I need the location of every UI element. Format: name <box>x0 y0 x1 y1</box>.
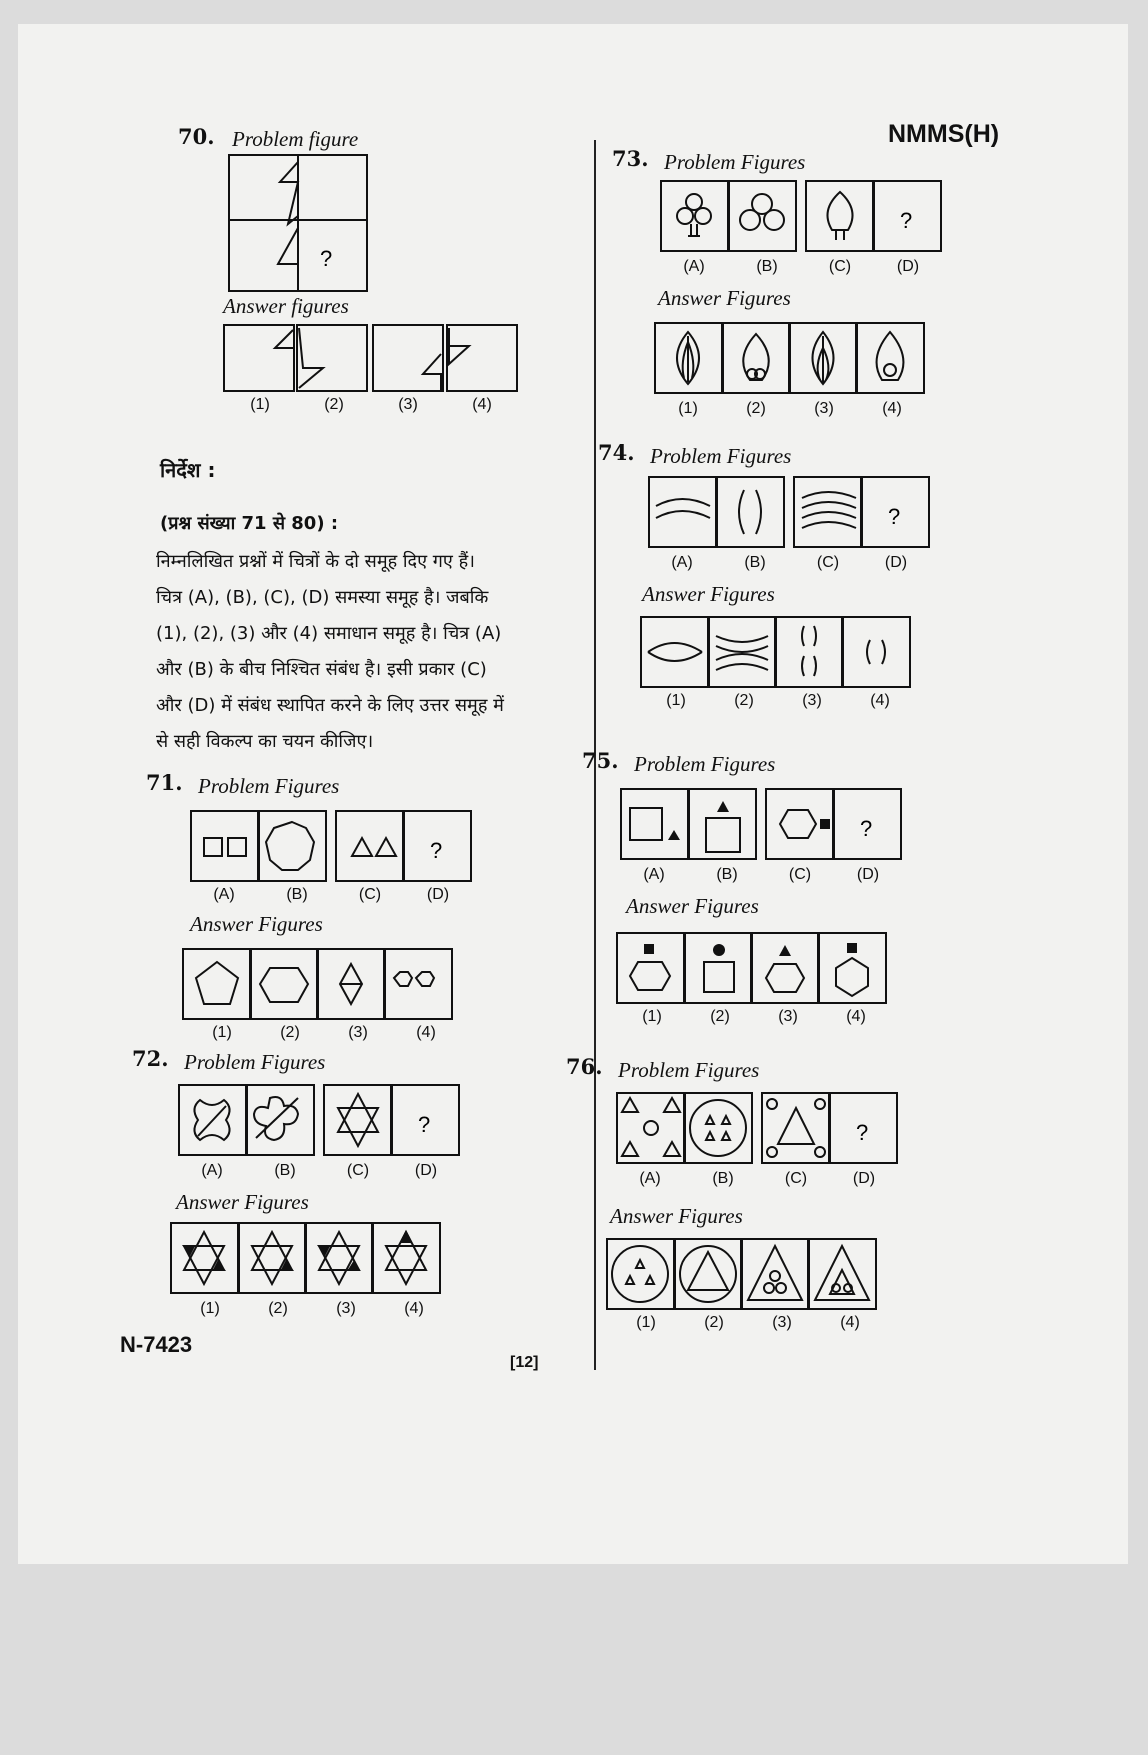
q74-question-mark: ? <box>888 504 901 529</box>
q74-option-3[interactable]: (3) <box>802 692 822 709</box>
q76-label-b: (B) <box>712 1170 734 1187</box>
q72-question-mark: ? <box>418 1112 431 1137</box>
q70-option-3[interactable]: (3) <box>398 396 418 413</box>
instruction-line: (1), (2), (3) और (4) समाधान समूह है। चित्र (A) <box>156 623 502 644</box>
q72-option-2[interactable]: (2) <box>268 1300 288 1317</box>
q71-option-3[interactable]: (3) <box>348 1024 368 1041</box>
q76-problem-labels <box>616 1170 898 1188</box>
q70-option-labels <box>223 396 519 414</box>
q75-label-b: (B) <box>716 866 738 883</box>
q71-label-d: (D) <box>426 886 450 903</box>
q73-answer-figures <box>654 322 926 396</box>
q74-option-1[interactable]: (1) <box>666 692 686 709</box>
q72-number: 72. <box>132 1046 169 1071</box>
q72-option-4[interactable]: (4) <box>404 1300 424 1317</box>
q70-option-1[interactable]: (1) <box>250 396 270 413</box>
q73-problem-label: Problem Figures <box>664 150 806 174</box>
q70-question-mark: ? <box>320 246 333 271</box>
q76-question-mark: ? <box>856 1120 869 1145</box>
exam-page <box>18 24 1128 1564</box>
instruction-line: और (B) के बीच निश्चित संबंध है। इसी प्रकार (C) <box>156 659 487 680</box>
q71-problem-label: Problem Figures <box>198 774 340 798</box>
instructions-range: (प्रश्न संख्या 71 से 80) : <box>160 513 339 534</box>
q70-problem-figure <box>228 154 368 292</box>
instructions-title: निर्देश : <box>160 458 216 482</box>
q73-option-4[interactable]: (4) <box>882 400 902 417</box>
q76-number: 76. <box>566 1054 603 1079</box>
q73-problem-labels <box>660 258 942 276</box>
q75-answer-labels <box>618 1008 890 1026</box>
q76-answer-figures <box>606 1238 878 1312</box>
q71-option-1[interactable]: (1) <box>212 1024 232 1041</box>
q76-label-a: (A) <box>639 1170 661 1187</box>
q74-problem-labels <box>648 554 930 572</box>
q76-answer-labels <box>612 1314 884 1332</box>
q74-label-a: (A) <box>671 554 693 571</box>
q75-label-a: (A) <box>643 866 665 883</box>
q71-problem-figures <box>190 810 475 884</box>
q73-question-mark: ? <box>900 208 913 233</box>
q73-number: 73. <box>612 146 649 171</box>
q70-answer-label: Answer figures <box>223 294 349 318</box>
q75-problem-figures <box>620 788 905 862</box>
instruction-line: और (D) में संबंध स्थापित करने के लिए उत्तर समूह में <box>156 695 504 716</box>
q70-answer-figures <box>223 324 523 392</box>
q75-option-3[interactable]: (3) <box>778 1008 798 1025</box>
q70-problem-label: Problem figure <box>232 127 359 151</box>
q71-option-4[interactable]: (4) <box>416 1024 436 1041</box>
q75-label-d: (D) <box>856 866 880 883</box>
q75-answer-figures <box>616 932 888 1006</box>
q74-problem-label: Problem Figures <box>650 444 792 468</box>
q74-answer-labels <box>642 692 914 710</box>
q73-label-a: (A) <box>683 258 705 275</box>
q73-label-d: (D) <box>896 258 920 275</box>
q74-option-2[interactable]: (2) <box>734 692 754 709</box>
q73-answer-label: Answer Figures <box>658 286 791 310</box>
q72-problem-figures <box>178 1084 463 1158</box>
q73-option-1[interactable]: (1) <box>678 400 698 417</box>
q76-label-c: (C) <box>784 1170 808 1187</box>
q73-answer-labels <box>654 400 926 418</box>
q75-number: 75. <box>582 748 619 773</box>
q71-option-2[interactable]: (2) <box>280 1024 300 1041</box>
q72-problem-labels <box>178 1162 460 1180</box>
q73-option-3[interactable]: (3) <box>814 400 834 417</box>
q74-label-d: (D) <box>884 554 908 571</box>
q74-answer-figures <box>640 616 912 690</box>
q72-label-d: (D) <box>414 1162 438 1179</box>
q76-option-2[interactable]: (2) <box>704 1314 724 1331</box>
q70-number: 70. <box>178 124 215 149</box>
q72-answer-labels <box>176 1300 448 1318</box>
q75-problem-labels <box>620 866 902 884</box>
q75-option-2[interactable]: (2) <box>710 1008 730 1025</box>
q71-question-mark: ? <box>430 838 443 863</box>
q71-problem-labels <box>190 886 472 904</box>
q74-label-b: (B) <box>744 554 766 571</box>
q71-answer-figures <box>182 948 454 1022</box>
q72-label-c: (C) <box>346 1162 370 1179</box>
q74-number: 74. <box>598 440 635 465</box>
q70-option-4[interactable]: (4) <box>472 396 492 413</box>
q73-option-2[interactable]: (2) <box>746 400 766 417</box>
q73-label-b: (B) <box>756 258 778 275</box>
q71-label-c: (C) <box>358 886 382 903</box>
instruction-line: चित्र (A), (B), (C), (D) समस्या समूह है। जबकि <box>156 587 489 608</box>
q73-problem-figures <box>660 180 945 254</box>
q72-answer-figures <box>170 1222 442 1296</box>
q75-option-4[interactable]: (4) <box>846 1008 866 1025</box>
q75-problem-label: Problem Figures <box>634 752 776 776</box>
q74-answer-label: Answer Figures <box>642 582 775 606</box>
q76-option-4[interactable]: (4) <box>840 1314 860 1331</box>
q73-label-c: (C) <box>828 258 852 275</box>
q71-number: 71. <box>146 770 183 795</box>
q70-option-2[interactable]: (2) <box>324 396 344 413</box>
q71-label-b: (B) <box>286 886 308 903</box>
q75-label-c: (C) <box>788 866 812 883</box>
q76-label-d: (D) <box>852 1170 876 1187</box>
q71-label-a: (A) <box>213 886 235 903</box>
q72-answer-label: Answer Figures <box>176 1190 309 1214</box>
q75-answer-label: Answer Figures <box>626 894 759 918</box>
q72-option-1[interactable]: (1) <box>200 1300 220 1317</box>
q72-label-a: (A) <box>201 1162 223 1179</box>
q72-problem-label: Problem Figures <box>184 1050 326 1074</box>
q76-answer-label: Answer Figures <box>610 1204 743 1228</box>
paper-code-footer: N-7423 <box>120 1332 193 1357</box>
exam-code-header: NMMS(H) <box>888 120 1000 148</box>
q71-answer-labels <box>188 1024 460 1042</box>
q74-problem-figures <box>648 476 933 550</box>
q72-label-b: (B) <box>274 1162 296 1179</box>
q75-question-mark: ? <box>860 816 873 841</box>
instructions-text <box>156 544 576 760</box>
instruction-line: से सही विकल्प का चयन कीजिए। <box>156 731 374 752</box>
q76-option-3[interactable]: (3) <box>772 1314 792 1331</box>
q76-problem-figures <box>616 1092 901 1166</box>
instruction-line: निम्नलिखित प्रश्नों में चित्रों के दो समूह दिए गए हैं। <box>156 551 475 572</box>
q76-problem-label: Problem Figures <box>618 1058 760 1082</box>
q75-option-1[interactable]: (1) <box>642 1008 662 1025</box>
page-number: [12] <box>510 1354 539 1371</box>
q71-answer-label: Answer Figures <box>190 912 323 936</box>
q76-option-1[interactable]: (1) <box>636 1314 656 1331</box>
q74-label-c: (C) <box>816 554 840 571</box>
q74-option-4[interactable]: (4) <box>870 692 890 709</box>
q72-option-3[interactable]: (3) <box>336 1300 356 1317</box>
